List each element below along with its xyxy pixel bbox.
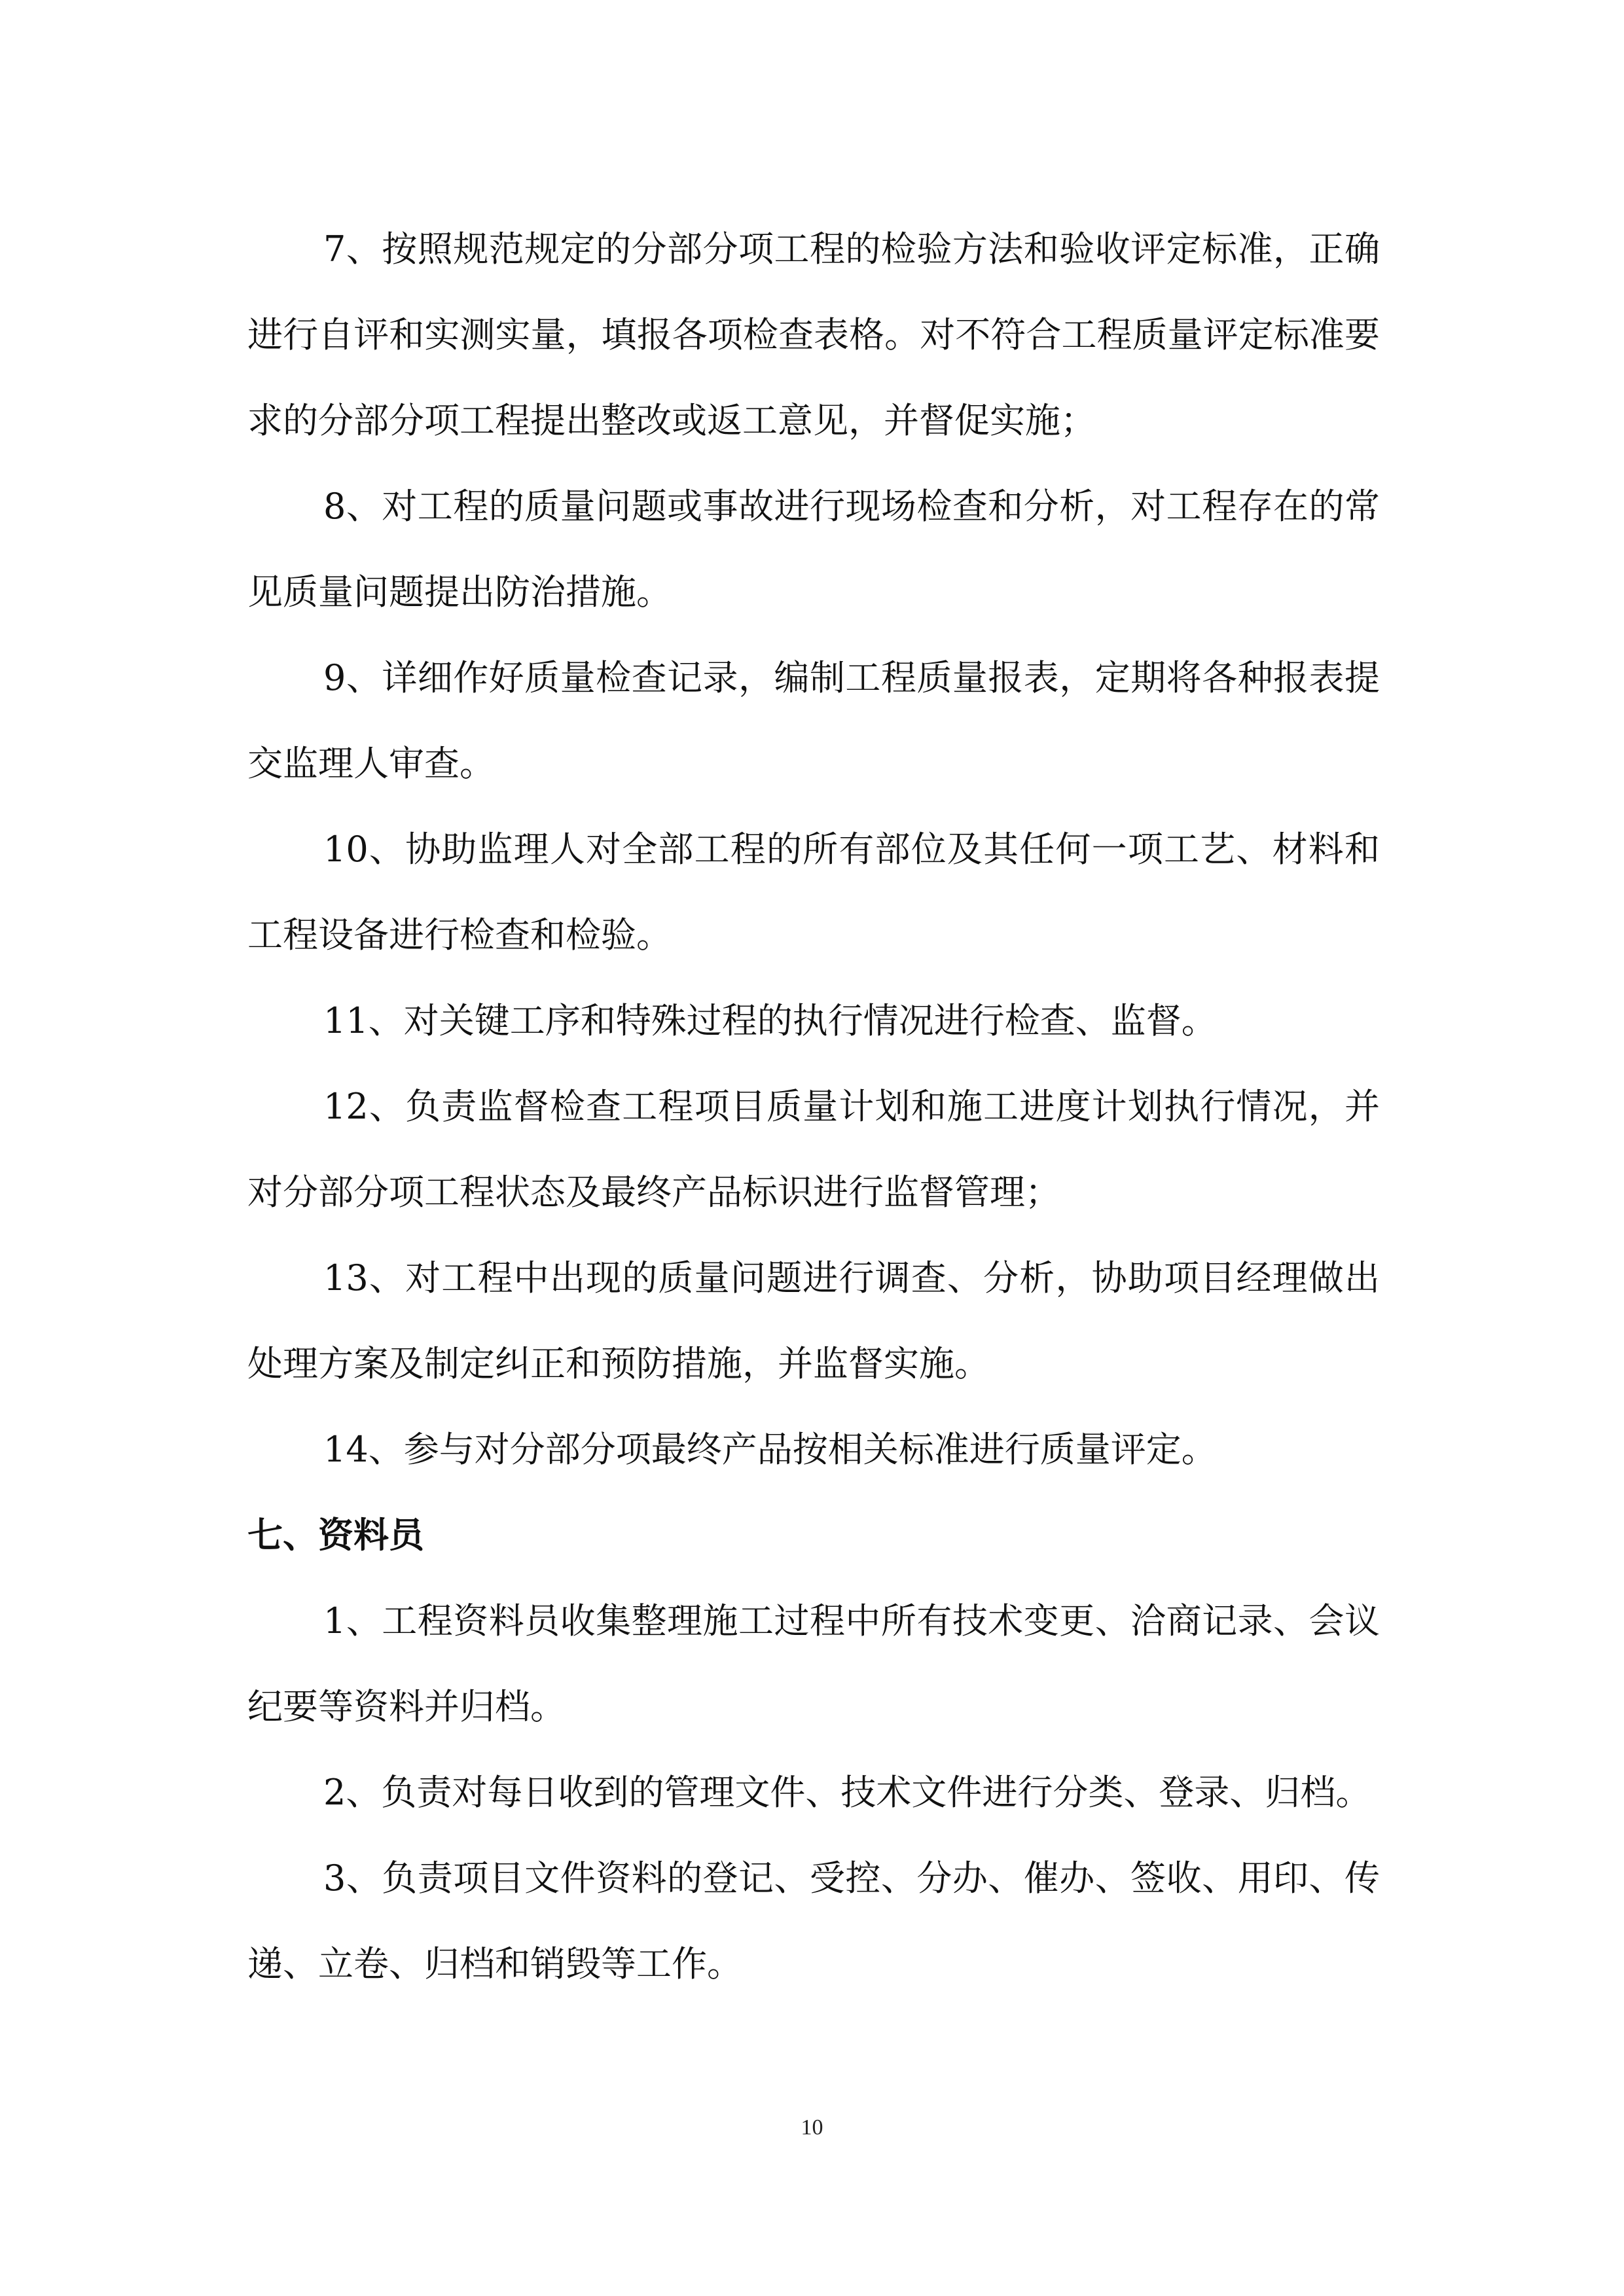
paragraph-item-7: 7、按照规范规定的分部分项工程的检验方法和验收评定标准，正确进行自评和实测实量，填报各项检查表格。对不符合工程质量评定标准要求的分部分项工程提出整改或返工意见，并督促实施；	[247, 228, 1380, 441]
section-heading: 七、资料员	[247, 1515, 424, 1556]
paragraph-item-9: 9、详细作好质量检查记录，编制工程质量报表，定期将各种报表提交监理人审查。	[247, 657, 1380, 784]
paragraph-item-13: 13、对工程中出现的质量问题进行调查、分析，协助项目经理做出处理方案及制定纠正和预防措施，并监督实施。	[247, 1257, 1380, 1384]
page-number: 10	[801, 2115, 823, 2140]
paragraph-item-10: 10、协助监理人对全部工程的所有部位及其任何一项工艺、材料和工程设备进行检查和检验。	[247, 829, 1380, 956]
paragraph-item-1: 1、工程资料员收集整理施工过程中所有技术变更、洽商记录、会议纪要等资料并归档。	[247, 1600, 1380, 1727]
document-body	[247, 206, 1380, 2007]
paragraph-item-14: 14、参与对分部分项最终产品按相关标准进行质量评定。	[323, 1429, 1217, 1470]
paragraph-item-3: 3、负责项目文件资料的登记、受控、分办、催办、签收、用印、传递、立卷、归档和销毁等工作。	[247, 1857, 1380, 1984]
paragraph-item-12: 12、负责监督检查工程项目质量计划和施工进度计划执行情况，并对分部分项工程状态及最终产品标识进行监督管理；	[247, 1086, 1380, 1213]
paragraph-item-11: 11、对关键工序和特殊过程的执行情况进行检查、监督。	[323, 1000, 1217, 1041]
paragraph-item-8: 8、对工程的质量问题或事故进行现场检查和分析，对工程存在的常见质量问题提出防治措施。	[247, 486, 1380, 613]
paragraph-item-2: 2、负责对每日收到的管理文件、技术文件进行分类、登录、归档。	[323, 1772, 1371, 1813]
